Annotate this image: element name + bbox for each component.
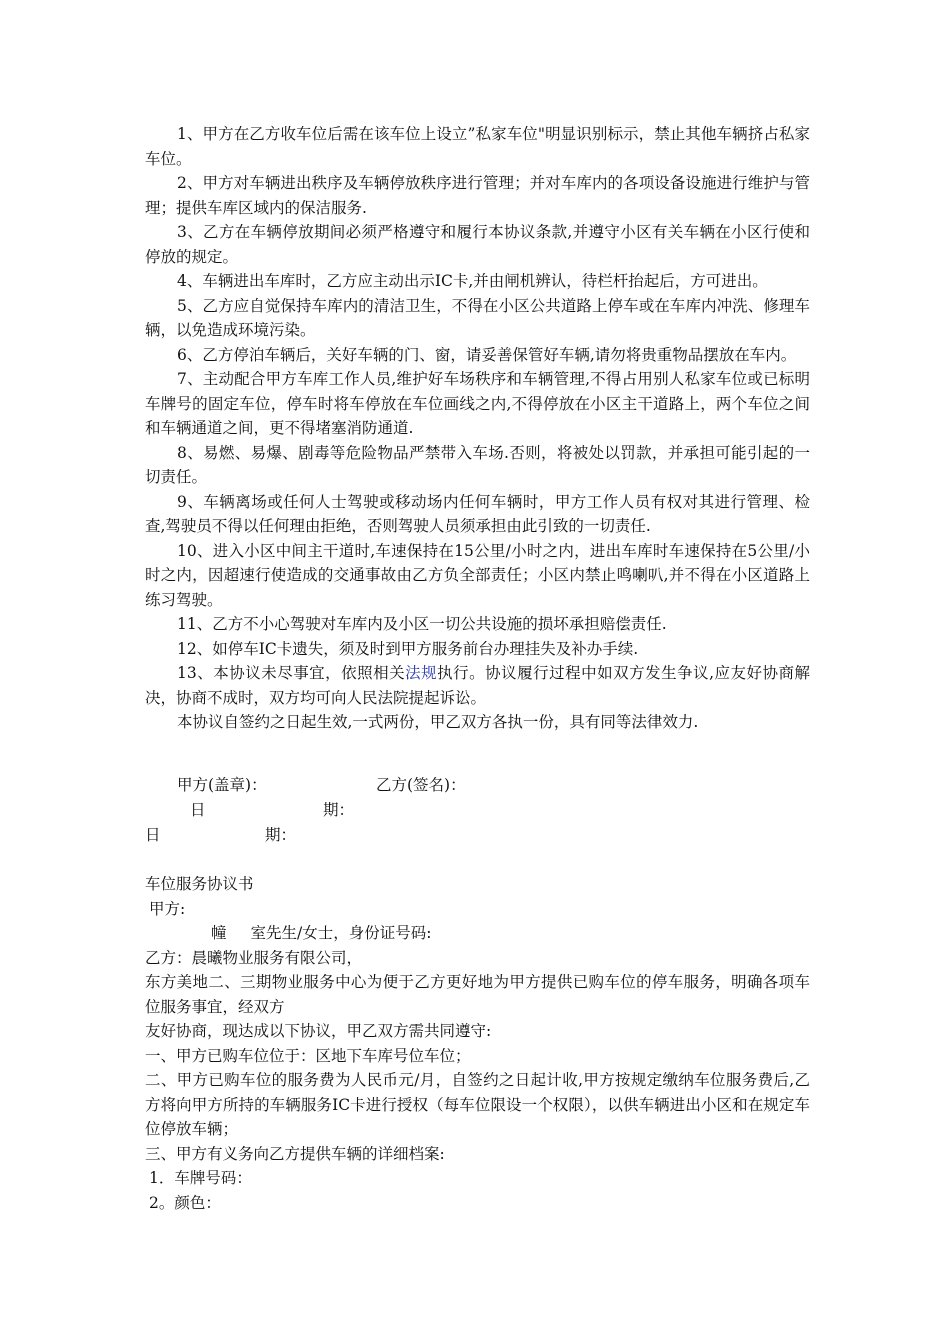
- intro-paragraph: 东方美地二、三期物业服务中心为便于乙方更好地为甲方提供已购车位的停车服务，明确各项车位服务事宜，经双方: [145, 973, 810, 1016]
- signature-parties-row: [177, 773, 267, 798]
- clause-13-text-before: 13、本协议未尽事宜，依照相关: [177, 664, 406, 682]
- party-b-sign-row: [376, 773, 466, 798]
- clause-13: [145, 661, 810, 710]
- second-title: 车位服务协议书: [145, 875, 254, 893]
- clause-6: 6、乙方停泊车辆后，关好车辆的门、窗，请妥善保管好车辆,请勿将贵重物品摆放在车内。: [177, 345, 797, 364]
- owner-line: [145, 921, 810, 946]
- effective-statement: 本协议自签约之日起生效,一式两份，甲乙双方各执一份，具有同等法律效力.: [177, 713, 699, 731]
- clause-1: 1、甲方在乙方收车位后需在该车位上设立”私家车位"明显识别标示，禁止其他车辆挤占私家车位。: [145, 125, 810, 168]
- date-a-ri: 日: [190, 801, 206, 819]
- owner-building: 幢: [211, 924, 227, 942]
- clauses-section: [145, 122, 810, 735]
- item-1: 一、甲方已购车位位于：区地下车库号位车位；: [145, 1046, 471, 1065]
- clause-9: 9、车辆离场或任何人士驾驶或移动场内任何车辆时，甲方工作人员有权对其进行管理、检查,驾驶员不得以任何理由拒绝，否则驾驶人员须承担由此引致的一切责任.: [145, 492, 810, 535]
- date-b-qi: 期：: [265, 826, 297, 844]
- second-agreement: [145, 872, 810, 1215]
- clause-8: 8、易燃、易爆、剧毒等危险物品严禁带入车场.否则，将被处以罚款，并承担可能引起的一切责任。: [145, 443, 810, 486]
- sub-item-1: 1．车牌号码：: [149, 1169, 252, 1187]
- sub-item-2: 2。颜色：: [149, 1193, 221, 1212]
- clause-3: 3、乙方在车辆停放期间必须严格遵守和履行本协议条款,并遵守小区有关车辆在小区行使和停放的规定。: [145, 223, 810, 266]
- party-a-seal-label: 甲方(盖章)：: [177, 776, 267, 794]
- clause-10: 10、进入小区中间主干道时,车速保持在15公里/小时之内，进出车库时车速保持在5公里/小时之内，因超速行使造成的交通事故由乙方负全部责任；小区内禁止鸣喇叭,并不得在小区道路上练习驾驶。: [145, 541, 810, 609]
- clause-2: 2、甲方对车辆进出秩序及车辆停放秩序进行管理；并对车库内的各项设备设施进行维护与管理；提供车库区域内的保洁服务.: [145, 174, 810, 217]
- clause-7: 7、主动配合甲方车库工作人员,维护好车场秩序和车辆管理,不得占用别人私家车位或已标明车牌号的固定车位，停车时将车停放在车位画线之内,不得停放在小区主干道路上，两个车位之间和车辆通道之间，更不得堵塞消防通道.: [145, 370, 810, 437]
- date-b-ri: 日: [145, 826, 161, 844]
- second-party-a: 甲方:: [149, 899, 186, 918]
- party-b-sign-label: 乙方(签名)：: [376, 776, 466, 794]
- item-3: 三、甲方有义务向乙方提供车辆的详细档案:: [145, 1144, 445, 1163]
- clause-4: 4、车辆进出车库时，乙方应主动出示IC卡,并由闸机辨认，待栏杆抬起后，方可进出。: [177, 272, 768, 290]
- intro-paragraph-2: 友好协商，现达成以下协议，甲乙双方需共同遵守:: [145, 1022, 492, 1040]
- item-2: 二、甲方已购车位的服务费为人民币元/月，自签约之日起计收,甲方按规定缴纳车位服务费后,乙方将向甲方所持的车辆服务IC卡进行授权（每车位限设一个权限），以供车辆进出小区和在规定车位停放车辆；: [145, 1071, 810, 1138]
- date-a-qi: 期：: [323, 801, 355, 819]
- second-party-b: 乙方：晨曦物业服务有限公司，: [145, 948, 363, 967]
- clause-11: 11、乙方不小心驾驶对车库内及小区一切公共设施的损坏承担赔偿责任.: [177, 615, 667, 633]
- clause-12: 12、如停车IC卡遗失，须及时到甲方服务前台办理挂失及补办手续.: [177, 639, 639, 658]
- clause-13-text-after: 执行。协议履行过程中如双方发生争议,应友好协商解决，协商不成时，双方均可向人民法院提起诉讼。: [145, 664, 810, 707]
- owner-identity: 室先生/女士，身份证号码:: [250, 924, 432, 942]
- clause-5: 5、乙方应自觉保持车库内的清洁卫生，不得在小区公共道路上停车或在车库内冲洗、修理车辆，以免造成环境污染。: [145, 296, 810, 339]
- regulations-link[interactable]: 法规: [405, 664, 438, 682]
